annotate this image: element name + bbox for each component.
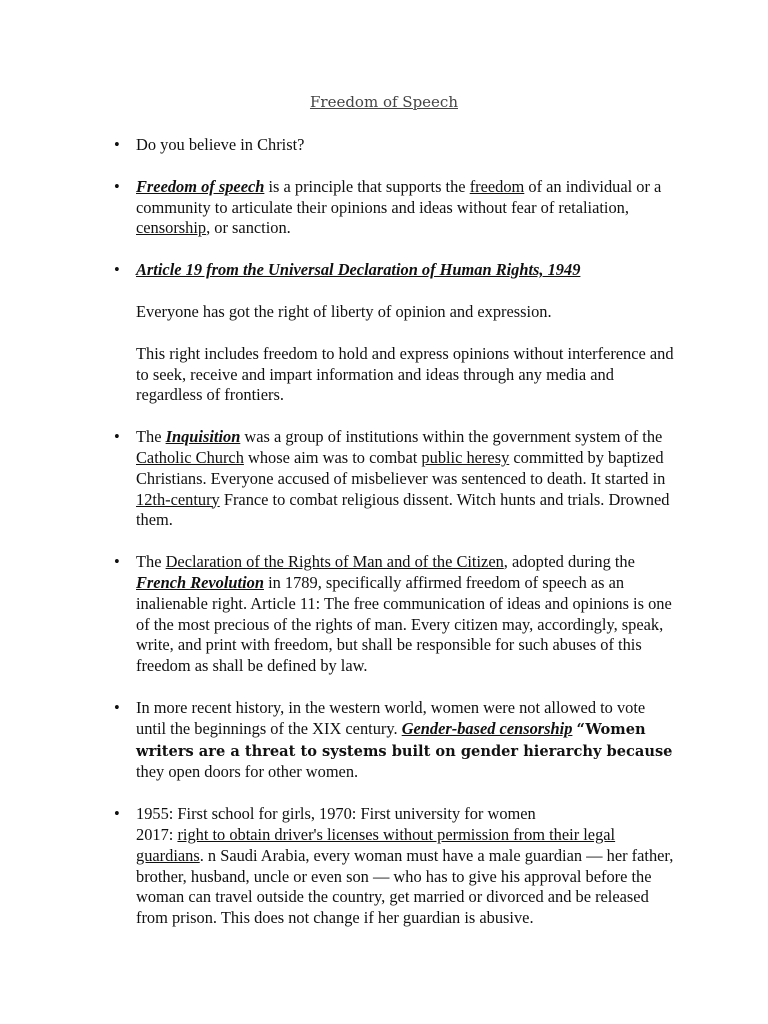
link-declaration[interactable]: Declaration of the Rights of Man and of the Citizen xyxy=(165,552,504,572)
quote-women-writers: “Women writers are a threat to systems built on gender hierarchy because xyxy=(136,720,673,760)
bullet-item-gender-censorship: • In more recent history, in the western world, women were not allowed to vote until the beginnings of the XIX century. Gender-based censorship “Women writers are a threat to systems built on gender hierarchy because they open doors for other women. xyxy=(114,697,673,782)
bullet-dot: • xyxy=(114,427,120,447)
timeline-line: 1955: First school for girls, 1970: First university for women xyxy=(136,804,536,824)
article-19-paragraph-2: This right includes freedom to hold and express opinions without interference and to seek, receive and impart information and ideas through any media and regardless of frontiers. xyxy=(136,343,674,405)
link-freedom[interactable]: freedom xyxy=(469,176,525,196)
page-title: Freedom of Speech xyxy=(309,93,458,111)
bullet-item-christ xyxy=(0,135,676,156)
bullet-dot: • xyxy=(114,697,120,717)
bullet-item-article-19 xyxy=(0,260,676,281)
term-french-revolution: French Revolution xyxy=(136,572,264,592)
term-gender-based-censorship: Gender-based censorship xyxy=(401,718,573,738)
link-public-heresy[interactable]: public heresy xyxy=(421,447,510,467)
link-catholic-church[interactable]: Catholic Church xyxy=(136,447,244,467)
bullet-item-inquisition: • The Inquisition was a group of institutions within the government system of the Catholic Church whose aim was to combat public heresy committed by baptized Christians. Everyone accused of misbeliever was sentenced to death. It started in 12th-century France to combat religious dissent. Witch hunts and trials. Drowned them. xyxy=(114,427,670,530)
article-19-heading: Article 19 from the Universal Declaration of Human Rights, 1949 xyxy=(136,260,581,280)
link-drivers-licenses[interactable]: right to obtain driver's licenses without permission from their legal guardians xyxy=(136,824,616,865)
bullet-dot: • xyxy=(114,135,120,154)
article-19-paragraph-1: Everyone has got the right of liberty of opinion and expression. xyxy=(136,301,552,321)
bullet-dot: • xyxy=(114,176,120,196)
bullet-dot: • xyxy=(114,552,120,572)
bullet-text: Do you believe in Christ? xyxy=(136,135,305,154)
term-inquisition: Inquisition xyxy=(165,427,241,447)
bullet-dot: • xyxy=(114,260,120,280)
link-12th-century[interactable]: 12th-century xyxy=(136,489,220,509)
term-freedom-of-speech: Freedom of speech xyxy=(136,176,265,196)
bullet-item-freedom-of-speech: • Freedom of speech is a principle that supports the freedom of an individual or a community to articulate their opinions and ideas without fear of retaliation, censorship, or sanction. xyxy=(114,176,662,238)
document-body xyxy=(0,135,768,929)
link-censorship[interactable]: censorship xyxy=(136,218,207,238)
bullet-dot: • xyxy=(114,804,120,824)
bullet-item-saudi-arabia: • 1955: First school for girls, 1970: First university for women 2017: right to obtain driver's licenses without permission from their legal guardians. n Saudi Arabia, every woman must have a male guardian — her father, brother, husband, uncle or even son — who has to give his approval before the woman can travel outside the country, get married or divorced and be released from prison. This does not change if her guardian is abusive. xyxy=(114,804,674,928)
bullet-item-declaration: • The Declaration of the Rights of Man and of the Citizen, adopted during the French Revolution in 1789, specifically affirmed freedom of speech as an inalienable right. Article 11: The free communication of ideas and opinions is one of the most precious of the rights of man. Every citizen may, accordingly, speak, write, and print with freedom, but shall be responsible for such abuses of this freedom as shall be defined by law. xyxy=(114,552,672,676)
